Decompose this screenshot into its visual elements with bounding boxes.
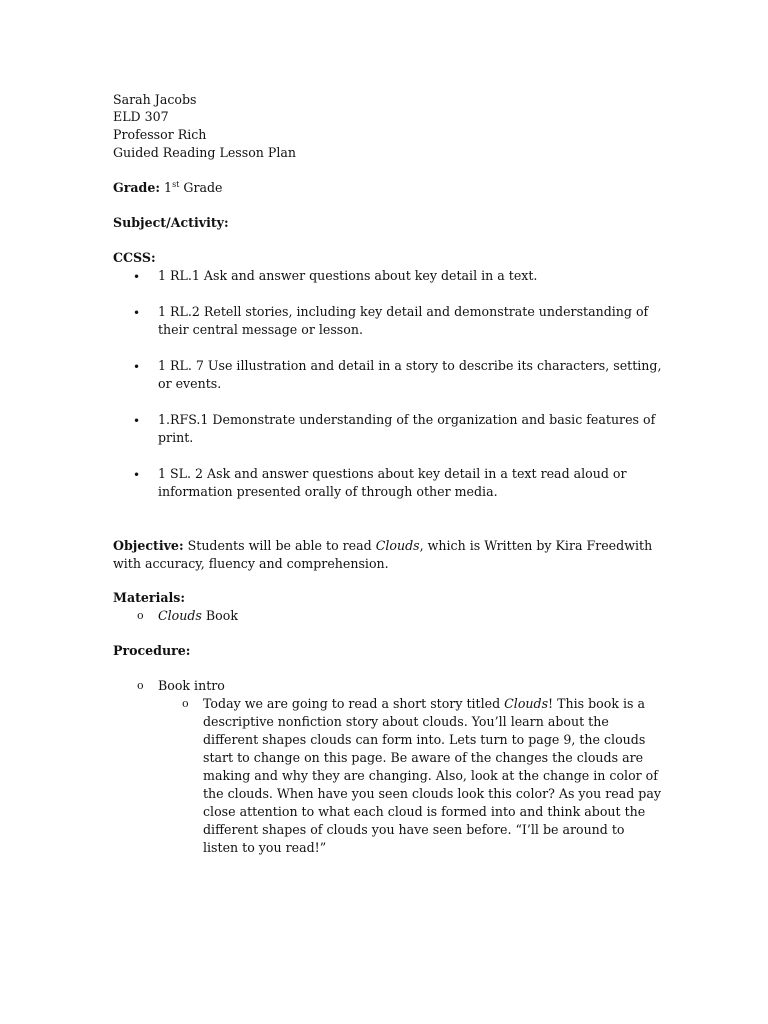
bullet-icon: • — [133, 468, 141, 482]
intro-text-after: ! This book is a descriptive nonfiction story about clouds. You’ll learn about the different shapes clouds can form into. Lets turn to page 9, the clouds start to change on this page. Be aware of the changes the clouds are making and why they are changing. Also, look at the change in color of the clouds. When have you seen clouds look this color? As you read pay close attention to what each cloud is formed into and think about the different shapes of clouds you have seen before. “I’ll be around to listen to you read!” — [203, 696, 661, 855]
materials-book-title: Clouds — [158, 608, 202, 623]
circle-bullet-icon: o — [182, 697, 189, 710]
bullet-icon: • — [133, 270, 141, 284]
ccss-item-2: 1 RL.2 Retell stories, including key detail and demonstrate understanding of their central message or lesson. — [158, 304, 649, 337]
procedure-item-book-intro: Book intro — [158, 678, 225, 693]
ccss-item-1: 1 RL.1 Ask and answer questions about key detail in a text. — [158, 268, 538, 283]
intro-text-before: Today we are going to read a short story titled — [203, 696, 501, 711]
bullet-icon: • — [133, 306, 141, 320]
circle-bullet-icon: o — [137, 679, 144, 692]
subject-label: Subject/Activity: — [113, 215, 229, 230]
author-name: Sarah Jacobs — [113, 92, 197, 107]
circle-bullet-icon: o — [137, 609, 144, 622]
materials-item-rest: Book — [205, 608, 238, 623]
bullet-icon: • — [133, 360, 141, 374]
materials-label: Materials: — [113, 590, 186, 605]
grade-value-num: 1 — [164, 180, 173, 195]
professor-name: Professor Rich — [113, 127, 207, 142]
grade-label: Grade: — [113, 180, 161, 195]
grade-value-rest: Grade — [183, 180, 223, 195]
document-title: Guided Reading Lesson Plan — [113, 145, 297, 160]
objective-text-before: Students will be able to read — [187, 538, 372, 553]
ccss-item-5: 1 SL. 2 Ask and answer questions about key detail in a text read aloud or information presented orally of through other media. — [158, 466, 627, 499]
ccss-item-3: 1 RL. 7 Use illustration and detail in a story to describe its characters, setting, or events. — [158, 358, 662, 391]
objective-book-title: Clouds — [375, 538, 420, 553]
ccss-item-4: 1.RFS.1 Demonstrate understanding of the organization and basic features of print. — [158, 412, 656, 445]
ccss-label: CCSS: — [113, 250, 156, 265]
grade-line — [113, 179, 223, 197]
procedure-label: Procedure: — [113, 643, 191, 658]
procedure-intro-paragraph — [203, 695, 663, 857]
bullet-icon: • — [133, 414, 141, 428]
objective-text-after: , which is Written by Kira Freedwith with accuracy, fluency and comprehension. — [113, 538, 653, 571]
course-code: ELD 307 — [113, 109, 169, 124]
materials-item — [158, 607, 238, 625]
intro-book-title: Clouds — [504, 696, 549, 711]
objective-paragraph — [113, 537, 653, 573]
objective-label: Objective: — [113, 538, 184, 553]
grade-value-sup: st — [172, 179, 180, 189]
